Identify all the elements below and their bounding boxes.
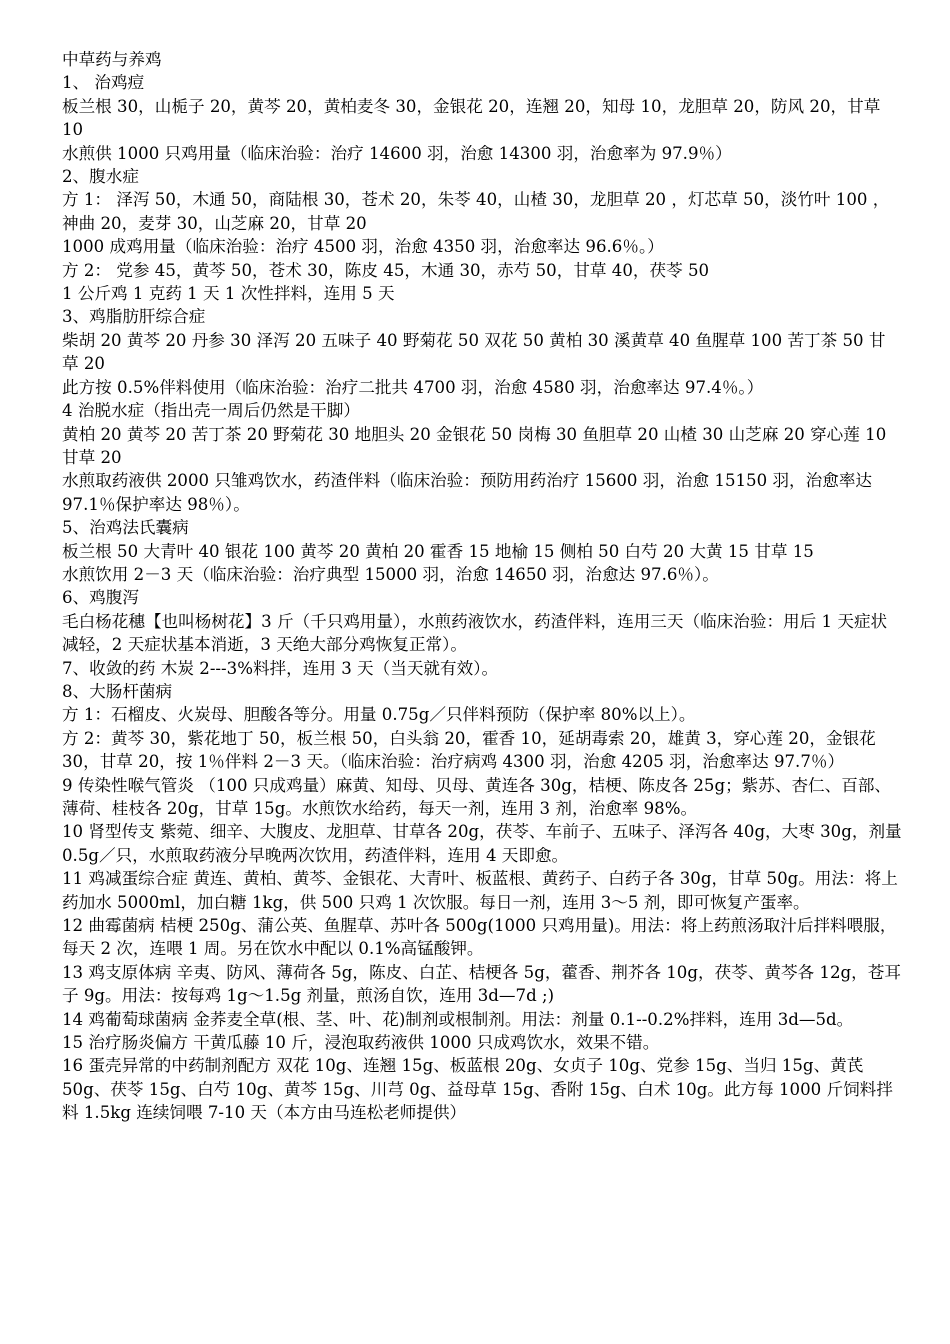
usage-text: 1000 成鸡用量（临床治验：治疗 4500 羽，治愈 4350 羽，治愈率达 96.6％。） bbox=[62, 237, 664, 257]
section-heading-chicken-pox: 1、 治鸡痘 bbox=[62, 73, 145, 93]
recipe-text: 方 2： 党参 45，黄芩 50，苍术 30，陈皮 45，木通 30，赤芍 50，甘草 40，茯苓 50 bbox=[62, 260, 710, 280]
recipe-text: 方 2：黄芩 30，紫花地丁 50，板兰根 50，白头翁 20，霍香 10，延胡毒索 20，雄黄 3，穿心莲 20，金银花 30，甘草 20，按 1％伴料 2－3 天。（临床治验：治疗病鸡 4300 羽，治愈 4205 羽，治愈率达 97.7％） bbox=[62, 728, 876, 772]
usage-text: 水煎饮用 2－3 天（临床治验：治疗典型 15000 羽，治愈 14650 羽，治愈达 97.6％）。 bbox=[62, 564, 719, 584]
section-heading-colibacillosis: 8、大肠杆菌病 bbox=[62, 681, 173, 701]
recipe-text: 方 1： 泽泻 50，木通 50，商陆根 30，苍术 20，朱苓 40，山楂 30，龙胆草 20 ，灯芯草 50，淡竹叶 100 ，神曲 20，麦芽 30，山芝麻 20，甘草 20 bbox=[62, 190, 890, 233]
usage-text: 1 公斤鸡 1 克药 1 天 1 次性拌料，连用 5 天 bbox=[62, 284, 395, 304]
recipe-text: 毛白杨花穗【也叫杨树花】3 斤（千只鸡用量），水煎药液饮水，药渣伴料，连用三天（临床治验：用后 1 天症状减轻，2 天症状基本消逝，3 天绝大部分鸡恢复正常）。 bbox=[62, 611, 888, 655]
recipe-enteritis: 15 治疗肠炎偏方 干黄瓜藤 10 斤，浸泡取药液供 1000 只成鸡饮水，效果不错。 bbox=[62, 1033, 660, 1053]
recipe-aspergillosis: 12 曲霉菌病 桔梗 250g、蒲公英、鱼腥草、苏叶各 500g(1000 只鸡用量)。用法：将上药煎汤取汁后拌料喂服，每天 2 次，连喂 1 周。另在饮水中配以 0.1%高锰酸钾。 bbox=[62, 916, 897, 959]
recipe-eggshell-abnormality: 16 蛋壳异常的中药制剂配方 双花 10g、连翘 15g、板蓝根 20g、女贞子 10g、党参 15g、当归 15g、黄芪 50g、茯苓 15g、白芍 10g、黄芩 15g、川芎 0g、益母草 15g、香附 15g、白术 10g。此方每 1000 斤饲料拌料 1.5kg 连续饲喂 7-10 天（本方由马连松老师提供） bbox=[62, 1056, 893, 1123]
section-astringent: 7、收敛的药 木炭 2---3%料拌，连用 3 天（当天就有效）。 bbox=[62, 658, 499, 678]
recipe-text: 板兰根 30，山栀子 20，黄芩 20，黄柏麦冬 30，金银花 20，连翘 20，知母 10，龙胆草 20，防风 20，甘草 10 bbox=[62, 96, 881, 140]
document-title: 中草药与养鸡 bbox=[62, 50, 162, 69]
usage-text: 此方按 0.5%伴料使用（临床治验：治疗二批共 4700 羽，治愈 4580 羽，治愈率达 97.4％。） bbox=[62, 377, 764, 397]
section-heading-bursal-disease: 5、治鸡法氏囊病 bbox=[62, 518, 189, 538]
recipe-staphylococcosis: 14 鸡葡萄球菌病 金荞麦全草(根、茎、叶、花)制剂或根制剂。用法：剂量 0.1--0.2%拌料，连用 3d—5d。 bbox=[62, 1009, 854, 1029]
section-heading-ascites: 2、腹水症 bbox=[62, 167, 139, 187]
recipe-laryngotracheitis: 9 传染性喉气管炎 （100 只成鸡量）麻黄、知母、贝母、黄连各 30g，桔梗、陈皮各 25g；紫苏、杏仁、百部、薄荷、桂枝各 20g，甘草 15g。水煎饮水给药，每天一剂，连用 3 剂，治愈率 98%。 bbox=[62, 775, 892, 818]
section-heading-fatty-liver: 3、鸡脂肪肝综合症 bbox=[62, 307, 206, 327]
recipe-text: 板兰根 50 大青叶 40 银花 100 黄芩 20 黄柏 20 霍香 15 地榆 15 侧柏 50 白芍 20 大黄 15 甘草 15 bbox=[62, 541, 814, 561]
recipe-nephropathogenic-ib: 10 肾型传支 紫菀、细辛、大腹皮、龙胆草、甘草各 20g，茯苓、车前子、五味子、泽泻各 40g，大枣 30g，剂量 0.5g／只，水煎取药液分早晚两次饮用，药渣伴料，连用 4 天即愈。 bbox=[62, 822, 902, 865]
usage-text: 水煎供 1000 只鸡用量（临床治验：治疗 14600 羽，治愈 14300 羽，治愈率为 97.9％） bbox=[62, 143, 732, 163]
recipe-egg-drop-syndrome: 11 鸡减蛋综合症 黄连、黄柏、黄芩、金银花、大青叶、板蓝根、黄药子、白药子各 30g，甘草 50g。用法：将上药加水 5000ml，加白糖 1kg，供 500 只鸡 1 次饮服。每日一剂，连用 3～5 剂，即可恢复产蛋率。 bbox=[62, 869, 898, 912]
section-heading-dehydration: 4 治脱水症（指出壳一周后仍然是干脚） bbox=[62, 401, 360, 421]
recipe-text: 方 1：石榴皮、火炭母、胆酸各等分。用量 0.75g／只伴料预防（保护率 80%以上）。 bbox=[62, 705, 696, 725]
recipe-text: 柴胡 20 黄芩 20 丹参 30 泽泻 20 五味子 40 野菊花 50 双花 50 黄柏 30 溪黄草 40 鱼腥草 100 苦丁茶 50 甘草 20 bbox=[62, 330, 886, 374]
recipe-mycoplasma: 13 鸡支原体病 辛夷、防风、薄荷各 5g，陈皮、白芷、桔梗各 5g，藿香、荆芥各 10g，茯苓、黄芩各 12g，苍耳子 9g。用法：按每鸡 1g～1.5g 剂量，煎汤自饮，连用 3d—7d ;) bbox=[62, 962, 901, 1006]
section-heading-diarrhea: 6、鸡腹泻 bbox=[62, 588, 139, 608]
recipe-text: 黄柏 20 黄芩 20 苦丁茶 20 野菊花 30 地胆头 20 金银花 50 岗梅 30 鱼胆草 20 山楂 30 山芝麻 20 穿心莲 10 甘草 20 bbox=[62, 424, 887, 467]
usage-text: 水煎取药液供 2000 只雏鸡饮水，药渣伴料（临床治验：预防用药治疗 15600 羽，治愈 15150 羽，治愈率达 97.1％保护率达 98％）。 bbox=[62, 471, 873, 514]
